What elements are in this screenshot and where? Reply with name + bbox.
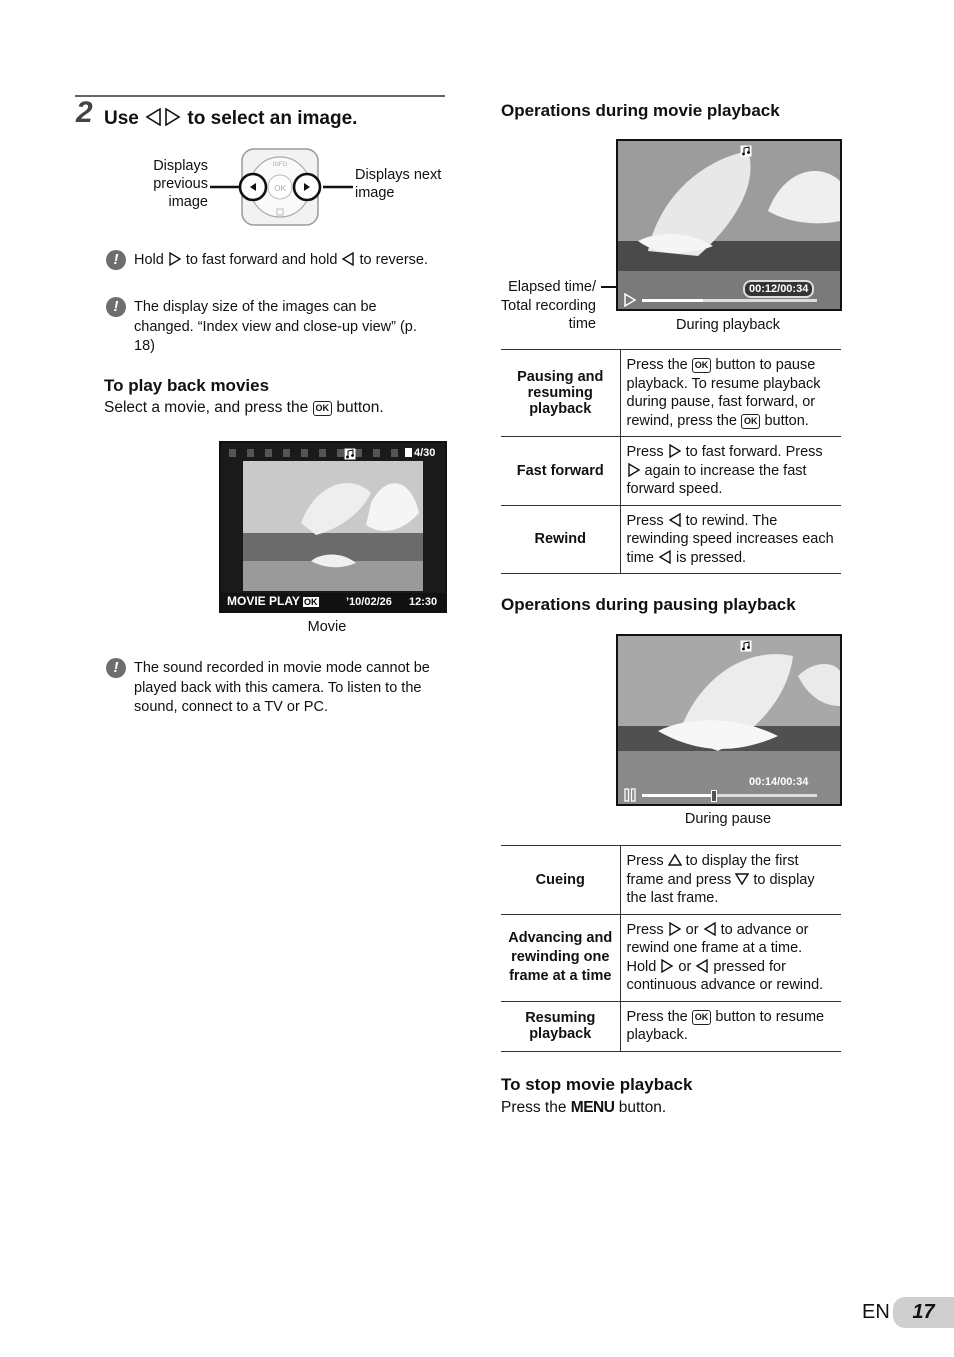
desc-a: Press	[626, 921, 664, 938]
pausing-playback-title: Operations during pausing playback	[501, 595, 796, 614]
page-number: 17	[893, 1297, 954, 1328]
movie-play-text: MOVIE PLAY	[227, 594, 300, 608]
pause-caption: During pause	[684, 811, 772, 827]
menu-button-label: MENU	[570, 1099, 615, 1116]
table-row	[501, 914, 841, 1001]
movie-note-icon	[740, 145, 752, 157]
playback-operations-table	[501, 349, 841, 574]
control-dial-diagram	[205, 145, 355, 229]
table-row	[501, 437, 841, 506]
right-arrow-icon	[668, 922, 682, 936]
progress-handle	[711, 790, 717, 802]
desc-a: Press the	[626, 357, 688, 373]
desc-c: button.	[764, 412, 809, 429]
table-row	[501, 1001, 841, 1051]
step-heading-post: to select an image.	[187, 108, 358, 129]
note-sound: The sound recorded in movie mode cannot be played back with this camera. To listen to the sound, connect to a TV or PC.	[134, 660, 430, 715]
desc-c: to advance or rewind one frame at a time. Hold	[626, 921, 809, 975]
desc-a: Press the	[626, 1008, 688, 1025]
desc-d: or	[678, 958, 692, 975]
dial-right-label: Displays next image	[355, 167, 442, 201]
note-display-size: The display size of the images can be changed. “Index view and close-up view” (p. 18)	[134, 299, 417, 354]
movie-play-banner	[227, 594, 319, 608]
desc-c: is pressed.	[675, 549, 747, 566]
movie-date: ’10/02/26	[346, 596, 392, 608]
playback-caption: During playback	[676, 317, 780, 333]
row-description	[620, 1001, 841, 1051]
play-movies-pre: Select a movie, and press the	[104, 399, 309, 416]
pause-progress-fill	[642, 794, 714, 797]
up-arrow-icon	[668, 853, 682, 867]
desc-b: to rewind. The rewinding speed increases each time	[626, 512, 834, 566]
row-label: Pausing and resuming playback	[501, 350, 620, 437]
left-arrow-icon	[703, 922, 717, 936]
left-arrow-icon	[658, 550, 672, 564]
dial-ok-text: OK	[274, 184, 286, 193]
language-label: EN	[862, 1301, 890, 1323]
table-row	[501, 350, 841, 437]
left-right-arrows-icon	[144, 108, 182, 126]
pause-icon	[623, 788, 637, 802]
desc-e: pressed for continuous advance or rewind.	[626, 958, 824, 993]
stop-playback-text	[501, 1099, 666, 1117]
movie-ok-badge: OK	[304, 597, 318, 607]
memory-icon	[405, 448, 412, 457]
caution-icon: !	[106, 250, 126, 270]
right-arrow-icon	[660, 959, 674, 973]
row-label: Cueing	[501, 846, 620, 915]
play-movies-post: button.	[336, 399, 384, 416]
pause-screen	[616, 634, 842, 806]
table-row	[501, 846, 841, 915]
desc-a: Press	[626, 512, 664, 529]
table-row	[501, 505, 841, 574]
play-icon	[623, 293, 637, 307]
right-arrow-icon	[668, 444, 682, 458]
movie-counter-text: 4/30	[414, 447, 436, 459]
note-ff-mid: to fast forward and hold	[185, 252, 338, 268]
step-heading-pre: Use	[104, 108, 139, 129]
left-arrow-icon	[668, 513, 682, 527]
movie-film-illustration	[221, 443, 445, 611]
play-movies-title: To play back movies	[104, 376, 270, 395]
desc-a: Press	[626, 444, 664, 460]
movie-counter	[405, 447, 435, 459]
movie-time: 12:30	[409, 596, 438, 608]
note-fast-forward	[134, 251, 434, 271]
desc-b: to display the first frame and press	[626, 853, 799, 888]
desc-c: to display the last frame.	[626, 871, 815, 906]
desc-b: to fast forward. Press	[685, 444, 823, 460]
section-rule	[75, 95, 445, 97]
step-heading	[104, 108, 357, 130]
step-number: 2	[76, 96, 93, 129]
play-movies-text	[104, 399, 384, 417]
row-label: Fast forward	[501, 437, 620, 506]
ok-button-icon: OK	[313, 401, 333, 416]
note-ff-post: to reverse.	[359, 252, 428, 268]
movie-note-icon	[740, 640, 752, 652]
ok-button-icon: OK	[692, 358, 712, 373]
note-ff-pre: Hold	[134, 252, 164, 268]
desc-b: or	[685, 921, 699, 938]
caution-icon: !	[106, 297, 126, 317]
row-description	[620, 437, 841, 506]
caution-icon: !	[106, 658, 126, 678]
down-arrow-icon	[735, 872, 749, 886]
pause-progress-track	[642, 794, 817, 797]
movie-playback-title: Operations during movie playback	[501, 101, 780, 120]
pause-timecode: 00:14/00:34	[749, 776, 809, 788]
row-label: Rewind	[501, 505, 620, 574]
desc-a: Press	[626, 853, 664, 869]
left-arrow-icon	[695, 959, 709, 973]
row-description	[620, 846, 841, 915]
left-arrow-icon	[341, 252, 355, 266]
movie-caption: Movie	[307, 619, 347, 635]
row-description	[620, 505, 841, 574]
ok-button-icon: OK	[741, 414, 761, 429]
playback-progress-track	[642, 299, 817, 302]
playback-timecode: 00:12/00:34	[743, 280, 814, 298]
stop-playback-title: To stop movie playback	[501, 1075, 693, 1094]
stop-post: button.	[618, 1099, 667, 1116]
right-arrow-icon	[627, 463, 641, 477]
movie-screen	[219, 441, 447, 613]
row-description	[620, 914, 841, 1001]
movie-note-icon	[344, 448, 356, 460]
desc-c: again to increase the fast forward speed.	[626, 462, 807, 497]
row-description	[620, 350, 841, 437]
right-arrow-icon	[168, 252, 182, 266]
dial-left-label: Displays previous image	[153, 158, 208, 210]
dial-info-text: INFO	[272, 162, 288, 168]
playback-progress-fill	[642, 299, 703, 302]
desc-b: button to pause playback. To resume playback during pause, fast forward, or rewind, press the	[626, 357, 821, 429]
desc-b: button to resume playback.	[626, 1008, 825, 1043]
ok-button-icon: OK	[692, 1010, 712, 1025]
row-label: Resuming playback	[501, 1001, 620, 1051]
elapsed-time-callout: Elapsed time/ Total recording time	[500, 279, 596, 332]
pause-operations-table	[501, 845, 841, 1052]
playback-screen	[616, 139, 842, 311]
stop-pre: Press the	[501, 1099, 567, 1116]
row-label: Advancing and rewinding one frame at a time	[501, 914, 620, 1001]
